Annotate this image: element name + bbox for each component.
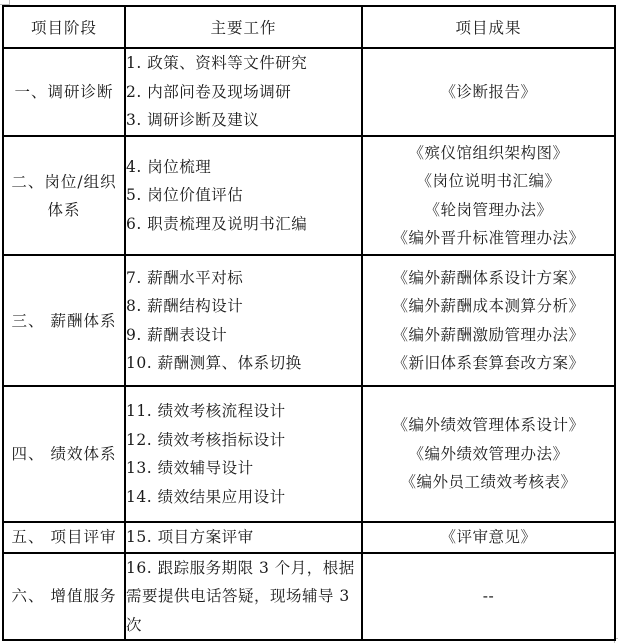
- table-row: [3, 255, 615, 386]
- work-item: 10. 薪酬测算、体系切换: [126, 354, 302, 372]
- work-item: 4. 岗位梳理: [126, 157, 212, 176]
- result-cell: [362, 48, 615, 136]
- result-cell: [362, 522, 615, 553]
- work-cell: [125, 255, 362, 386]
- stage-cell: [3, 136, 125, 255]
- table-header-row: [3, 6, 615, 48]
- work-item: 3. 调研诊断及建议: [126, 111, 260, 130]
- stage-cell: 三、 薪酬体系: [3, 255, 125, 386]
- work-item: 9. 薪酬表设计: [126, 325, 228, 344]
- work-cell: [125, 48, 362, 136]
- work-item: 5. 岗位价值评估: [126, 186, 244, 205]
- work-item: 11. 绩效考核流程设计: [126, 402, 286, 420]
- table-row: [3, 522, 615, 553]
- stage-cell: 六、 增值服务: [3, 553, 125, 641]
- stage-line: 二、岗位/组织: [11, 172, 117, 191]
- project-plan-table: [2, 5, 616, 641]
- table-row: [3, 386, 615, 522]
- result-item: 《编外绩效管理办法》: [408, 444, 569, 463]
- work-item: 15. 项目方案评审: [126, 528, 254, 546]
- result-item: --: [482, 587, 495, 605]
- work-item: 1. 政策、资料等文件研究: [126, 54, 308, 73]
- work-item: 7. 薪酬水平对标: [126, 268, 244, 287]
- work-cell: [125, 386, 362, 522]
- table-row: [3, 48, 615, 136]
- result-item: 《评审意见》: [440, 528, 537, 546]
- work-item: 8. 薪酬结构设计: [126, 297, 244, 315]
- result-item: 《新旧体系套算套改方案》: [392, 354, 585, 372]
- result-item: 《编外薪酬激励管理办法》: [392, 325, 585, 344]
- work-item: 14. 绩效结果应用设计: [126, 487, 286, 506]
- result-cell: [362, 136, 615, 255]
- result-item: 《岗位说明书汇编》: [416, 172, 561, 190]
- result-item: 《编外薪酬成本测算分析》: [392, 297, 585, 315]
- result-item: 《轮岗管理办法》: [424, 200, 553, 219]
- result-item: 《编外晋升标准管理办法》: [392, 229, 585, 247]
- work-cell: [125, 553, 362, 641]
- table-row: [3, 136, 615, 255]
- result-item: 《编外员工绩效考核表》: [400, 473, 577, 492]
- result-cell: [362, 386, 615, 522]
- result-item: 《编外绩效管理体系设计》: [392, 416, 585, 435]
- header-results: 项目成果: [362, 6, 615, 48]
- header-work: 主要工作: [125, 6, 362, 48]
- work-item: 16. 跟踪服务期限 3 个月，根据需要提供电话答疑，现场辅导 3 次: [126, 558, 355, 634]
- work-item: 13. 绩效辅导设计: [126, 459, 254, 477]
- table-row: [3, 553, 615, 641]
- work-item: 6. 职责梳理及说明书汇编: [126, 214, 308, 233]
- work-cell: [125, 522, 362, 553]
- work-item: 12. 绩效考核指标设计: [126, 430, 286, 449]
- result-cell: [362, 553, 615, 641]
- stage-line: 体系: [47, 200, 81, 219]
- result-item: 《诊断报告》: [440, 82, 537, 101]
- stage-cell: 一、调研诊断: [3, 48, 125, 136]
- stage-cell: 五、 项目评审: [3, 522, 125, 553]
- result-item: 《编外薪酬体系设计方案》: [392, 268, 585, 287]
- result-item: 《殡仪馆组织架构图》: [408, 143, 569, 162]
- work-item: 2. 内部问卷及现场调研: [126, 82, 292, 101]
- header-stage: 项目阶段: [3, 6, 125, 48]
- stage-cell: 四、 绩效体系: [3, 386, 125, 522]
- work-cell: [125, 136, 362, 255]
- result-cell: [362, 255, 615, 386]
